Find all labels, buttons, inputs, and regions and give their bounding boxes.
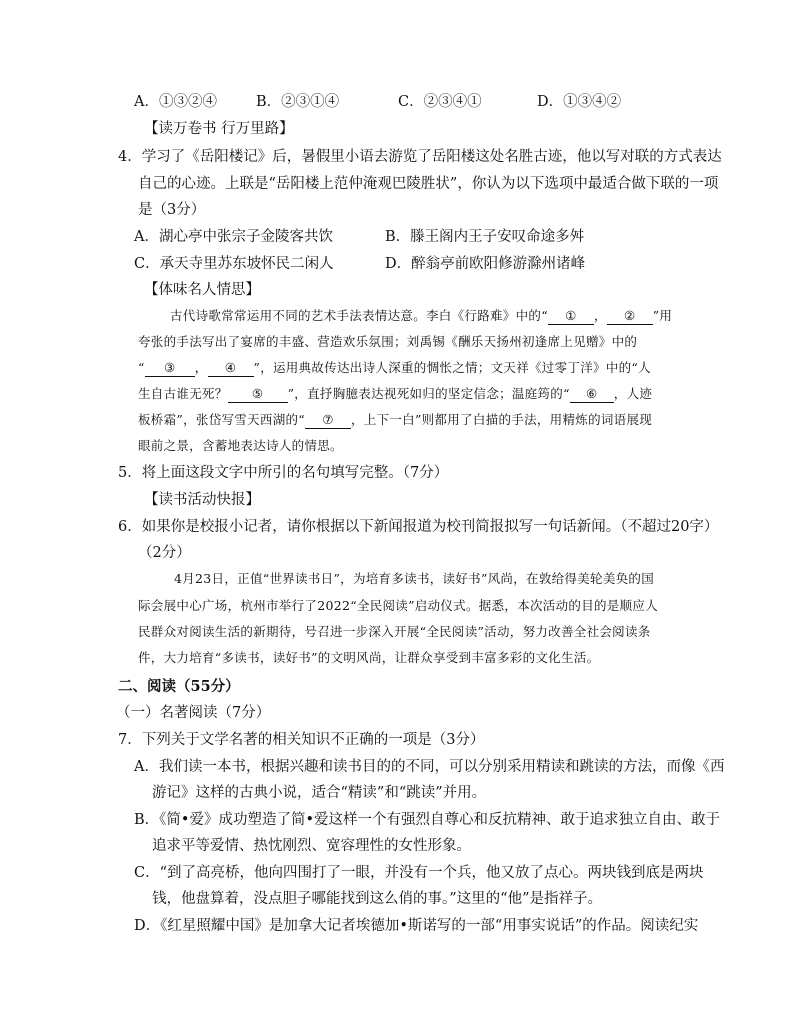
q4-option-b: B．滕王阁内王子安叹命途多舛: [385, 229, 585, 245]
blank-3[interactable]: ③: [145, 360, 195, 377]
part-2-subtitle: （一）名著阅读（7分）: [116, 705, 271, 721]
news-passage-line-2: 际会展中心广场，杭州市举行了2022“全民阅读”启动仪式。据悉，本次活动的目的是顺应人: [138, 598, 658, 613]
q3-option-c: C．②③④①: [398, 94, 482, 110]
poem-passage-line-5: 板桥霜”，张岱写雪天西湖的“ ⑦ ，上下一白”则都用了白描的手法，用精炼的词语展现: [138, 412, 653, 427]
poem-passage-line-6: 眼前之景，含蓄地表达诗人的情思。: [138, 438, 343, 453]
q6-stem-line-1: 6．如果你是校报小记者，请你根据以下新闻报道为校刊简报拟写一句话新闻。（不超过20字）: [118, 519, 719, 535]
q3-option-a: A．①③②④: [134, 94, 217, 110]
q4-stem-line-2: 自己的心迹。上联是“岳阳楼上范仲淹观巴陵胜状”，你认为以下选项中最适合做下联的一项: [138, 176, 719, 192]
q7-option-a-line-1: A．我们读一本书，根据兴趣和读书目的的不同，可以分别采用精读和跳读的方法，而像《西: [134, 759, 725, 775]
q3-option-b: B．②③①④: [256, 94, 340, 110]
blank-4[interactable]: ④: [208, 360, 254, 377]
section-heading-news: 【读书活动快报】: [144, 492, 260, 508]
q4-option-d: D．醉翁亭前欧阳修游滁州诸峰: [385, 256, 586, 272]
q7-stem: 7．下列关于文学名著的相关知识不正确的一项是（3分）: [118, 732, 485, 748]
q7-option-c-line-1: C．“到了高亮桥，他向四围打了一眼，并没有一个兵，他又放了点心。两块钱到底是两块: [134, 865, 704, 881]
poem-passage-line-1: 古代诗歌常常运用不同的艺术手法表情达意。李白《行路难》中的“ ① ， ② ”用: [170, 308, 673, 323]
q6-stem-line-2: （2分）: [138, 545, 191, 561]
blank-1[interactable]: ①: [548, 308, 594, 325]
q7-option-b-line-1: B．《简•爱》成功塑造了简•爱这样一个有强烈自尊心和反抗精神、敢于追求独立自由、敢于: [134, 812, 721, 828]
q7-option-d-line-1: D．《红星照耀中国》是加拿大记者埃德加•斯诺写的一部“用事实说话”的作品。阅读纪实: [134, 918, 699, 934]
poem-passage-line-3: “ ③ ， ④ ”，运用典故传达出诗人深重的惆怅之情；文天祥《过零丁洋》中的“人: [138, 360, 651, 375]
q5-stem: 5．将上面这段文字中所引的名句填写完整。（7分）: [118, 465, 449, 481]
q4-option-a: A．湖心亭中张宗子金陵客共饮: [134, 229, 333, 245]
section-heading-poets: 【体味名人情思】: [144, 282, 260, 298]
q7-option-a-line-2: 游记》这样的古典小说，适合“精读”和“跳读”并用。: [152, 785, 487, 801]
q4-stem-line-1: 4．学习了《岳阳楼记》后，暑假里小语去游览了岳阳楼这处名胜古迹，他以写对联的方式表达: [118, 149, 722, 165]
q4-stem-line-3: 是（3分）: [138, 202, 206, 218]
blank-2[interactable]: ②: [607, 308, 653, 325]
section-heading-read-travel: 【读万卷书 行万里路】: [144, 121, 294, 137]
news-passage-line-1: 4月23日，正值“世界读书日”，为培育多读书，读好书”风尚，在敦给得美轮美奂的国: [174, 571, 655, 586]
blank-7[interactable]: ⑦: [305, 412, 351, 429]
q7-option-c-line-2: 钱，他盘算着，没点胆子哪能找到这么俏的事。”这里的“他”是指祥子。: [152, 891, 602, 907]
blank-5[interactable]: ⑤: [228, 386, 288, 403]
part-2-title: 二、阅读（55分）: [118, 678, 240, 695]
poem-passage-line-4: 生自古谁无死？ ⑤ ”，直抒胸臆表达视死如归的坚定信念；温庭筠的“ ⑥ ，人迹: [138, 386, 653, 401]
news-passage-line-3: 民群众对阅读生活的新期待，号召进一步深入开展“全民阅读”活动，努力改善全社会阅读条: [138, 624, 651, 639]
blank-6[interactable]: ⑥: [570, 386, 614, 403]
poem-passage-line-2: 夸张的手法写出了宴席的丰盛、营造欢乐氛围；刘禹锡《酬乐天扬州初逢席上见赠》中的: [138, 334, 638, 349]
q3-option-d: D．①③④②: [537, 94, 622, 110]
q4-option-c: C．承天寺里苏东坡怀民二闲人: [134, 256, 334, 272]
q7-option-b-line-2: 追求平等爱情、热忱刚烈、宽容理性的女性形象。: [152, 838, 471, 854]
news-passage-line-4: 件，大力培育“多读书，读好书”的文明风尚，让群众享受到丰富多彩的文化生活。: [138, 650, 600, 665]
